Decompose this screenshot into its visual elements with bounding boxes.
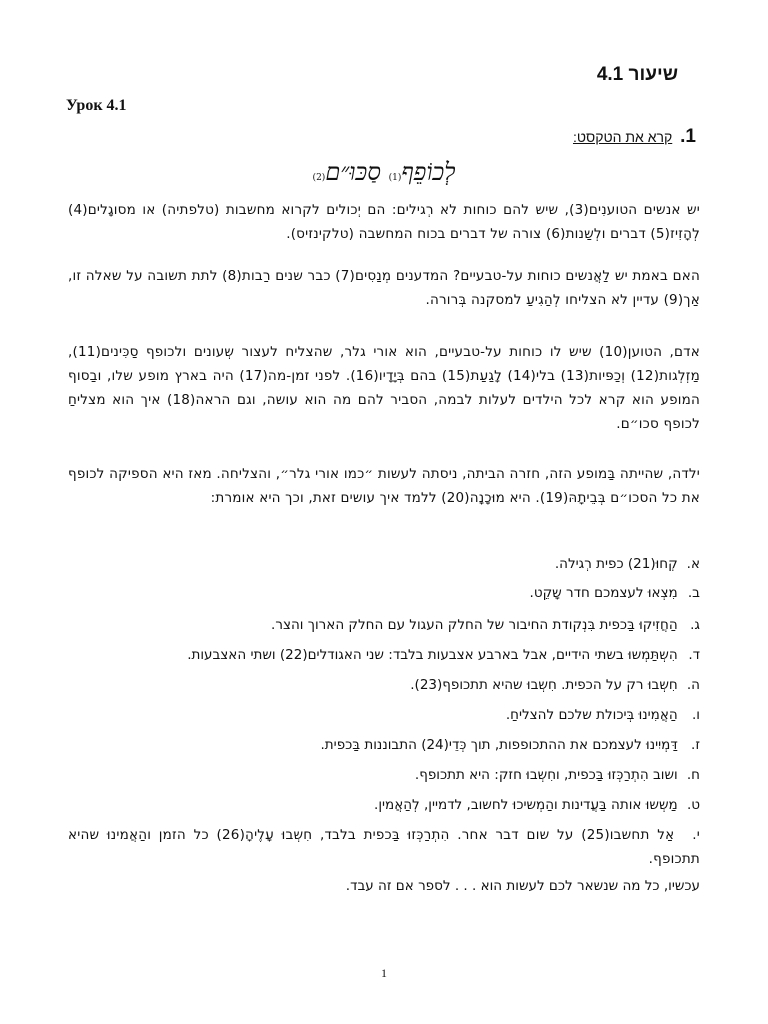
step-item — [68, 552, 700, 576]
step-marker: ה. — [686, 677, 700, 693]
paragraph-3: אדם, הטוען(10) שיש לו כוחות על-טבעיים, הוא אורי גלר, שהצליח לעצור שְעונים ולכופף סַכִּינים(11), מַזְלְגות(12) וְכַפּיות(13) בלי(14) לָגַעַת(15) בהם בְּיָדָיו(16). לפני זמן-מה(17) היה בארץ מופע שלו, ובַסוף המופע הוא קרא לכל הילדים לעלות לבמה, הסביר להם מה הוא עושה, וגם הראה(18) איך הוא מצליחַ לכופף סכו״ם. — [68, 344, 700, 432]
task-number: 1. — [680, 126, 696, 147]
step-text: הַחֲזִיקוּ בַּכפית בִּנְקודת החיבור של החלק העגול עם החלק הארוך והצר. — [271, 617, 678, 633]
step-item — [68, 673, 700, 697]
lesson-title-hebrew: שיעור 4.1 — [596, 64, 678, 85]
step-item — [68, 703, 700, 727]
step-text: ושוב הִתְרַכְּזוּ בַּכפית, וחִשְבוּ חזק: היא תתכופף. — [414, 767, 678, 783]
paragraph-4: ילדה, שהייתה בַּמופע הזה, חזרה הביתה, ניסתה לעשות ״כמו אורי גלר״, והצליחה. מאז היא הספיקה לכופף את כל הסכו״ם בְּבֵיתָהּ(19). היא מוּכָנָה(20) ללמד איך עושים זאת, וכך היא אומרת: — [68, 466, 700, 506]
paragraph-1: יש אנשים הטוענִים(3), שיש להם כוחות לא רְגילים: הם יְכולים לקרוא מחשבות (טלפתיה) או מסוגָלים(4) לְהָזִיז(5) דברים ולְשַנות(6) צורה של דברים בכוח המחשבה (טלקינזיס). — [68, 202, 701, 242]
step-text: קְחוּ(21) כפית רְגילה. — [554, 556, 678, 572]
step-item — [68, 763, 700, 787]
step-text: דַּמְיִינוּ לעצמכם את ההתכופפות, תוך כְּדֵי(24) התבוננות בַּכפית. — [320, 737, 678, 753]
step-marker: ז. — [691, 737, 700, 753]
step-marker: ג. — [690, 617, 700, 633]
step-marker: י. — [692, 827, 700, 843]
step-marker: ח. — [686, 767, 700, 783]
title-word-2: סַכּוּ״ם — [325, 158, 381, 186]
paragraph-2: האם באמת יש לַאֲנשים כוחות על-טבעיים? המדענים מְנַסִים(7) כבר שנים רַבות(8) לתת תשובה על שאלה זו, אַך(9) עדיין לא הצליחו לְהַגִיעַ למסקנה בְּרורה. — [68, 268, 700, 308]
step-item — [68, 793, 700, 817]
closing-line: עכשיו, כל מה שנשאר לכם לעשות הוא . . . לספר אם זה עבד. — [345, 878, 700, 894]
step-text: הַאֲמִינוּ בְּיכולת שלכם להצליחַ. — [505, 707, 678, 723]
step-item — [68, 733, 700, 757]
step-text: אַל תחשבו(25) על שום דבר אחר. הִתְרַכְּזוּ בַּכפית בלבד, חִשְבוּ עָלֶיהָ(26) כל הזמן והַאֲמינוּ שהיא תתכופף. — [68, 827, 700, 867]
title-footnote-1: (1) — [388, 173, 402, 183]
step-text: מִצְאוּ לעצמכם חדר שָקֵט. — [529, 585, 678, 601]
step-text: חִשְבוּ רק על הכפית. חִשְבוּ שהיא תתכופף(23). — [410, 677, 678, 693]
title-footnote-2: (2) — [312, 173, 326, 183]
lesson-title-russian: Урок 4.1 — [66, 97, 127, 114]
title-word-1: לְכוֹפֵף — [401, 158, 456, 186]
step-text: הִשְתַּמְשוּ בשתי הידיים, אבל בארבע אצבעות בלבד: שני האגודלים(22) ושתי האצבעות. — [187, 647, 678, 663]
step-text: מַשְשוּ אותה בַּעֲדינות והַמְשיכוּ לחשוב, לדמיין, לְהַאֲמין. — [374, 797, 678, 813]
article-title — [0, 158, 768, 187]
task-label: קרא את הטקסט: — [572, 129, 673, 145]
step-marker: ב. — [687, 585, 700, 601]
task-instruction — [573, 126, 696, 148]
page-number: 1 — [381, 966, 387, 980]
step-item — [68, 643, 700, 667]
step-marker: ט. — [686, 797, 700, 813]
step-item — [68, 613, 700, 637]
step-marker: ו. — [692, 707, 700, 723]
step-marker: א. — [686, 556, 700, 572]
step-item — [68, 581, 700, 605]
step-item — [68, 823, 700, 871]
step-marker: ד. — [688, 647, 700, 663]
